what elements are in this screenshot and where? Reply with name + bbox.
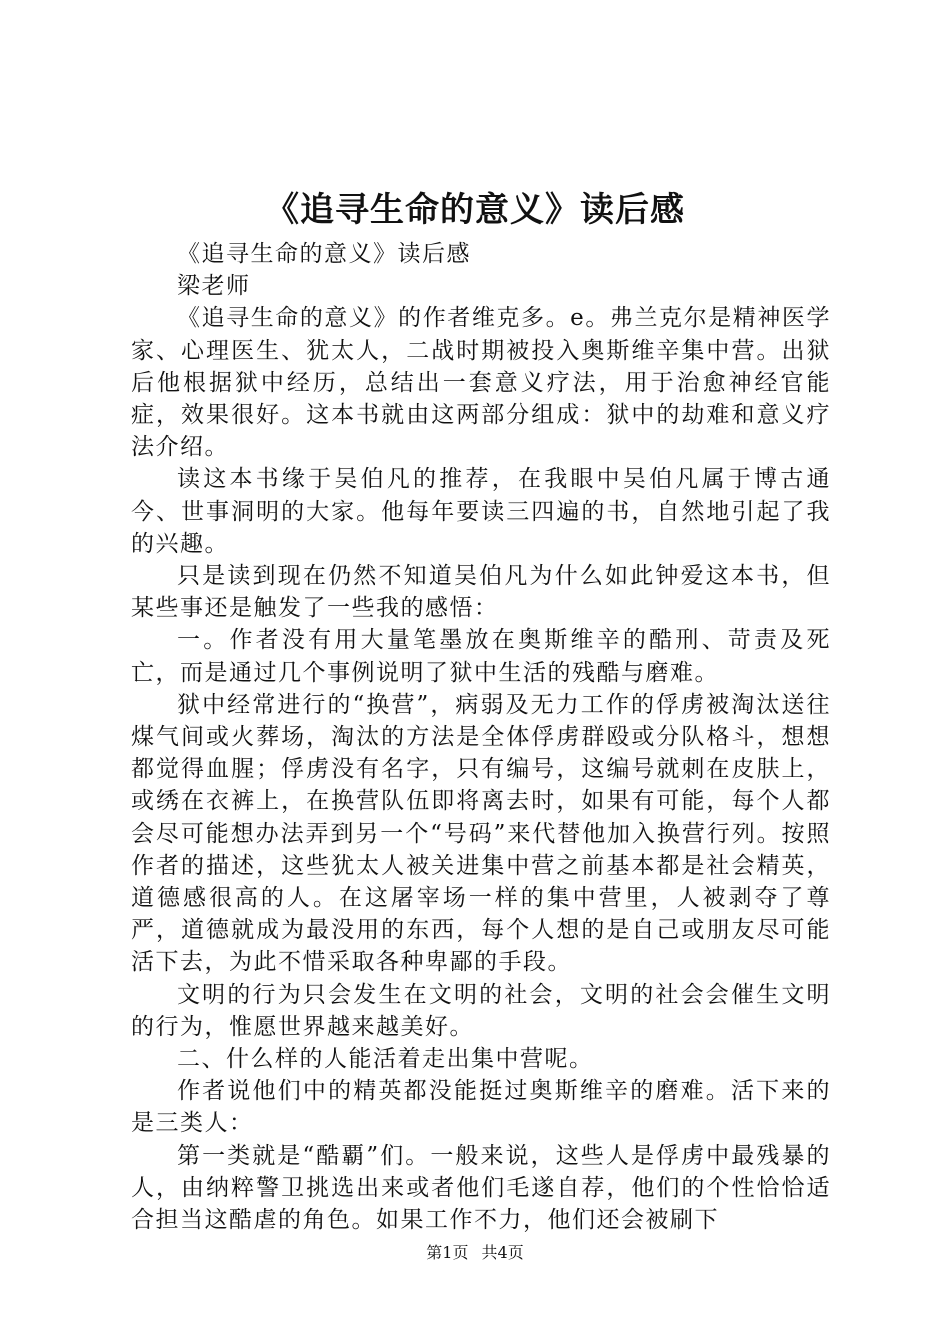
paragraph: 《追寻生命的意义》读后感 (177, 241, 471, 267)
paragraph: 一。作者没有用大量笔墨放在奥斯维辛的酷刑、苛责及死亡，而是通过几个事例说明了狱中生活的残酷与磨难。 (131, 627, 831, 686)
document-title: 《追寻生命的意义》读后感 (265, 190, 685, 230)
paragraph: 作者说他们中的精英都没能挺过奥斯维辛的磨难。活下来的是三类人： (131, 1078, 831, 1137)
page-footer (0, 1243, 950, 1263)
paragraph: 狱中经常进行的“换营”，病弱及无力工作的俘虏被淘汰送往煤气间或火葬场，淘汰的方法是全体俘虏群殴或分队格斗，想想都觉得血腥；俘虏没有名字，只有编号，这编号就刺在皮肤上，或绣在衣裤上，在换营队伍即将离去时，如果有可能，每个人都会尽可能想办法弄到另一个“号码”来代替他加入换营行列。按照作者的描述，这些犹太人被关进集中营之前基本都是社会精英，道德感很高的人。在这屠宰场一样的集中营里，人被剥夺了尊严，道德就成为最没用的东西，每个人想的是自己或朋友尽可能活下去，为此不惜采取各种卑鄙的手段。 (131, 691, 831, 976)
paragraph: 文明的行为只会发生在文明的社会，文明的社会会催生文明的行为，惟愿世界越来越美好。 (131, 981, 831, 1040)
paragraph: 第一类就是“酷覇”们。一般来说，这些人是俘虏中最残暴的人，由纳粹警卫挑选出来或者他们毛遂自荐，他们的个性恰恰适合担当这酷虐的角色。如果工作不力，他们还会被刷下 (131, 1142, 831, 1234)
paragraph: 读这本书缘于吴伯凡的推荐，在我眼中吴伯凡属于博古通今、世事洞明的大家。他每年要读三四遍的书，自然地引起了我的兴趣。 (131, 466, 831, 557)
paragraph: 梁老师 (177, 273, 251, 300)
page-number: 第1页 (426, 1243, 469, 1262)
paragraph: 《追寻生命的意义》的作者维克多。e。弗兰克尔是精神医学家、心理医生、犹太人，二战时期被投入奥斯维辛集中营。出狱后他根据狱中经历，总结出一套意义疗法，用于治愈神经官能症，效果很好。这本书就由这两部分组成：狱中的劫难和意义疗法介绍。 (131, 305, 831, 461)
paragraph: 只是读到现在仍然不知道吴伯凡为什么如此钟爱这本书，但某些事还是触发了一些我的感悟： (131, 563, 831, 622)
document-body (131, 238, 831, 1236)
paragraph: 二、什么样的人能活着走出集中营呢。 (177, 1046, 594, 1073)
page-total: 共4页 (481, 1243, 524, 1262)
